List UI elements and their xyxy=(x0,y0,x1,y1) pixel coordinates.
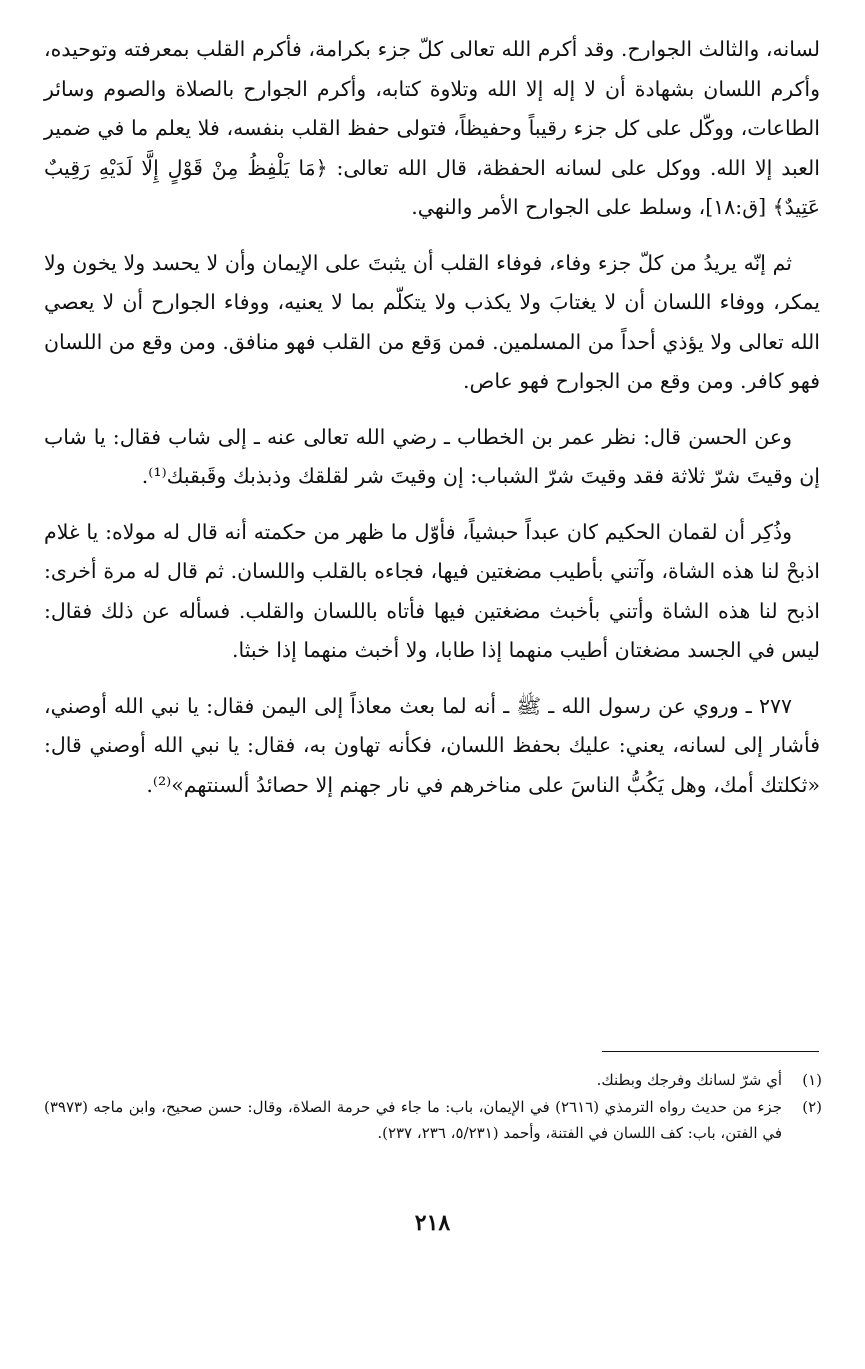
paragraph: وعن الحسن قال: نظر عمر بن الخطاب ـ رضي الله تعالى عنه ـ إلى شاب فقال: يا شاب إن وقيتَ شرّ ثلاثة فقد وقيتَ شرّ الشباب: إن وقيتَ شر لقلقك وذبذبك وقَبقبك⁽¹⁾. xyxy=(44,424,820,488)
footnote-number: (٢) xyxy=(802,1098,822,1116)
footnote xyxy=(44,1067,822,1093)
paragraph: ثم إنّه يريدُ من كلّ جزء وفاء، فوفاء القلب أن يثبتَ على الإيمان وأن لا يحسد ولا يخون ولا يمكر، ووفاء اللسان أن لا يغتابَ ولا يكذب ولا يتكلّم بما لا يعنيه، ووفاء الجوارح أن لا يعصي الله تعالى ولا يؤذي أحداً من المسلمين. فمن وَقع من القلب فهو منافق. ومن وقع من اللسان فهو كافر. ومن وقع من الجوارح فهو عاص. xyxy=(44,250,820,393)
footnote xyxy=(44,1094,822,1146)
paragraph: لسانه، والثالث الجوارح. وقد أكرم الله تعالى كلّ جزء بكرامة، فأكرم القلب بمعرفته وتوحيده، وأكرم اللسان بشهادة أن لا إله إلا الله وتلاوة كتابه، وأكرم الجوارح بالصلاة والصوم وسائر الطاعات، ووكّل على كل جزء رقيباً وحفيظاً، فتولى حفظ القلب بنفسه، فلا يعلم ما في ضمير العبد إلا الله. ووكل على لسانه الحفظة، قال الله تعالى: ﴿مَا يَلْفِظُ مِنْ قَوْلٍ إِلَّا لَدَيْهِ رَقِيبٌ عَتِيدٌ﴾ [ق:١٨]، وسلط على الجوارح الأمر والنهي. xyxy=(44,37,820,219)
paragraph: وذُكِر أن لقمان الحكيم كان عبداً حبشياً، فأوّل ما ظهر من حكمته أنه قال له مولاه: يا غلام اذبحْ لنا هذه الشاة، وآتني بأطيب مضغتين فيها، فجاءه بالقلب واللسان. ثم قال له مرة أخرى: اذبح لنا هذه الشاة وأتني بأخبث مضغتين فيها فأتاه باللسان والقلب. فسأله عن ذلك فقال: ليس في الجسد مضغتان أطيب منهما إذا طابا، ولا أخبث منهما إذا خبثا. xyxy=(44,519,820,662)
footnote-text: أي شرّ لسانك وفرجك وبطنك. xyxy=(596,1071,782,1089)
footnote-number: (١) xyxy=(802,1071,822,1089)
footnotes xyxy=(44,1067,822,1147)
paragraph: ٢٧٧ ـ وروي عن رسول الله ـ ﷺ ـ أنه لما بعث معاذاً إلى اليمن فقال: يا نبي الله أوصني، فأشار إلى لسانه، يعني: عليك بحفظ اللسان، فكأنه تهاون به، فقال: يا نبي الله أوصني قال: «ثكلتك أمك، وهل يَكُبُّ الناسَ على مناخرهم في نار جهنم إلا حصائدُ ألسنتهم»⁽²⁾. xyxy=(44,693,820,797)
main-text xyxy=(44,30,820,821)
footnote-separator xyxy=(602,1051,819,1052)
page-number: ٢١٨ xyxy=(414,1210,451,1236)
footnote-text: جزء من حديث رواه الترمذي (٢٦١٦) في الإيمان، باب: ما جاء في حرمة الصلاة، وقال: حسن صحيح، وابن ماجه (٣٩٧٣) في الفتن، باب: كف اللسان في الفتنة، وأحمد (٥/٢٣١، ٢٣٦، ٢٣٧). xyxy=(44,1098,782,1142)
